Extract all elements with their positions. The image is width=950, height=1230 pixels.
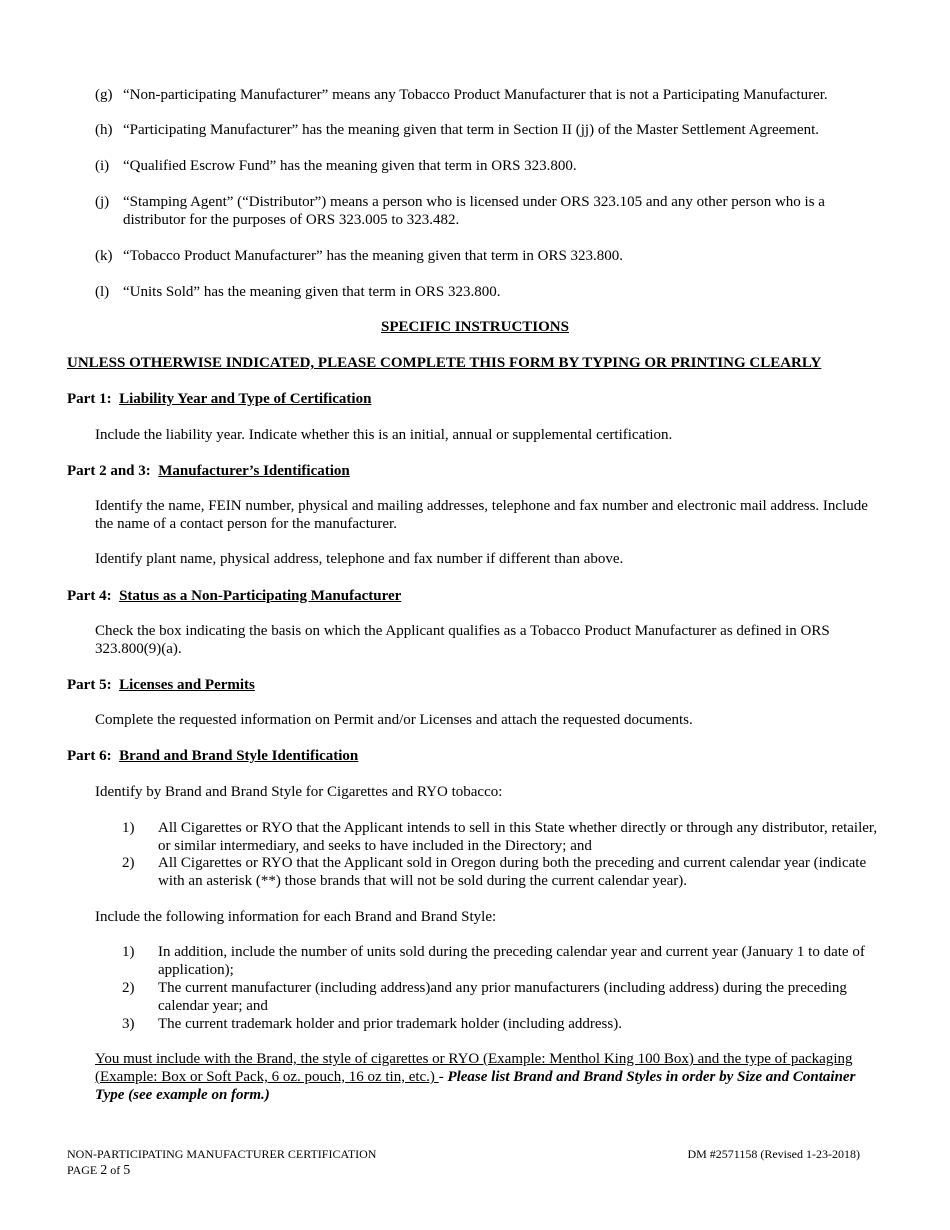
part-1-prefix: Part 1: [67, 391, 112, 407]
part-2-3-heading [67, 462, 350, 480]
part-4-text: Check the box indicating the basis on which the Applicant qualifies as a Tobacco Product Manufacturer as defined in ORS 323.800(9)(a). [95, 623, 830, 657]
of-label: of [110, 1163, 121, 1177]
definition-text: “Tobacco Product Manufacturer” has the meaning given that term in ORS 323.800. [123, 248, 624, 264]
part-6-intro: Identify by Brand and Brand Style for Cigarettes and RYO tobacco: [95, 784, 503, 800]
part-6-intro-2: Include the following information for each Brand and Brand Style: [95, 909, 497, 925]
part-2-3-text-2: Identify plant name, physical address, telephone and fax number if different than above. [95, 551, 624, 567]
general-instruction: UNLESS OTHERWISE INDICATED, PLEASE COMPLETE THIS FORM BY TYPING OR PRINTING CLEARLY [67, 355, 822, 371]
part-5-heading [67, 676, 255, 694]
definition-label: (j) [95, 194, 110, 210]
list-item-number: 2) [122, 980, 135, 996]
page-total: 5 [123, 1163, 131, 1178]
part-6-title: Brand and Brand Style Identification [119, 748, 359, 764]
definition-label: (l) [95, 284, 110, 300]
list-item-number: 3) [122, 1016, 135, 1032]
footer-page-number [67, 1162, 130, 1179]
final-note-dash: - [438, 1069, 448, 1085]
final-note-bold-italic: Please list Brand and Brand Styles in order by Size and Container Type (see example on form.) [95, 1069, 856, 1103]
page-num: 2 [100, 1163, 108, 1178]
part-2-3-text-1: Identify the name, FEIN number, physical and mailing addresses, telephone and fax number and electronic mail address. Include the name of a contact person for the manufacturer. [95, 498, 868, 532]
specific-instructions-title: SPECIFIC INSTRUCTIONS [381, 319, 569, 335]
footer-form-name: NON-PARTICIPATING MANUFACTURER CERTIFICATION [67, 1147, 377, 1161]
part-5-text: Complete the requested information on Permit and/or Licenses and attach the requested documents. [95, 712, 693, 728]
part-6-prefix: Part 6: [67, 748, 112, 764]
definition-label: (k) [95, 248, 113, 264]
definition-label: (i) [95, 158, 110, 174]
definition-text: “Stamping Agent” (“Distributor”) means a person who is licensed under ORS 323.105 and any other person who is a distributor for the purposes of ORS 323.005 to 323.482. [123, 194, 825, 228]
part-4-heading [67, 587, 401, 605]
list-item-number: 1) [122, 944, 135, 960]
footer-doc-id: DM #2571158 (Revised 1-23-2018) [687, 1147, 860, 1161]
page-label: PAGE [67, 1163, 98, 1177]
part-6-heading [67, 747, 358, 765]
definition-text: “Units Sold” has the meaning given that term in ORS 323.800. [123, 284, 501, 300]
part-1-title: Liability Year and Type of Certification [119, 391, 372, 407]
part-4-prefix: Part 4: [67, 588, 112, 604]
part-1-text: Include the liability year. Indicate whether this is an initial, annual or supplemental certification. [95, 427, 673, 443]
definition-text: “Non-participating Manufacturer” means any Tobacco Product Manufacturer that is not a Participating Manufacturer. [123, 87, 828, 103]
part-2-3-title: Manufacturer’s Identification [158, 463, 350, 479]
list-item-number: 1) [122, 820, 135, 836]
definition-label: (g) [95, 87, 113, 103]
list-item-text: All Cigarettes or RYO that the Applicant intends to sell in this State whether directly or through any distributor, retailer, or similar intermediary, and seeks to have included in the Directory; and [158, 820, 878, 854]
list-item-text: The current trademark holder and prior trademark holder (including address). [158, 1016, 622, 1032]
part-5-title: Licenses and Permits [119, 677, 255, 693]
part-2-3-prefix: Part 2 and 3: [67, 463, 151, 479]
list-item-text: In addition, include the number of units sold during the preceding calendar year and current year (January 1 to date of application); [158, 944, 865, 978]
part-5-prefix: Part 5: [67, 677, 112, 693]
definition-label: (h) [95, 122, 113, 138]
part-6-final-note [95, 1050, 885, 1104]
definition-text: “Qualified Escrow Fund” has the meaning given that term in ORS 323.800. [123, 158, 577, 174]
list-item-number: 2) [122, 855, 135, 871]
list-item-text: The current manufacturer (including address)and any prior manufacturers (including address) during the preceding calendar year; and [158, 980, 847, 1014]
part-1-heading [67, 390, 371, 408]
list-item-text: All Cigarettes or RYO that the Applicant sold in Oregon during both the preceding and current calendar year (indicate with an asterisk (**) those brands that will not be sold during the current calendar year). [158, 855, 867, 889]
part-4-title: Status as a Non-Participating Manufacturer [119, 588, 402, 604]
definition-text: “Participating Manufacturer” has the meaning given that term in Section II (jj) of the Master Settlement Agreement. [123, 122, 820, 138]
final-note-underlined: You must include with the Brand, the style of cigarettes or RYO (Example: Menthol King 100 Box) and the type of packaging (Example: Box or Soft Pack, 6 oz. pouch, 16 oz tin, etc.) [95, 1051, 853, 1085]
